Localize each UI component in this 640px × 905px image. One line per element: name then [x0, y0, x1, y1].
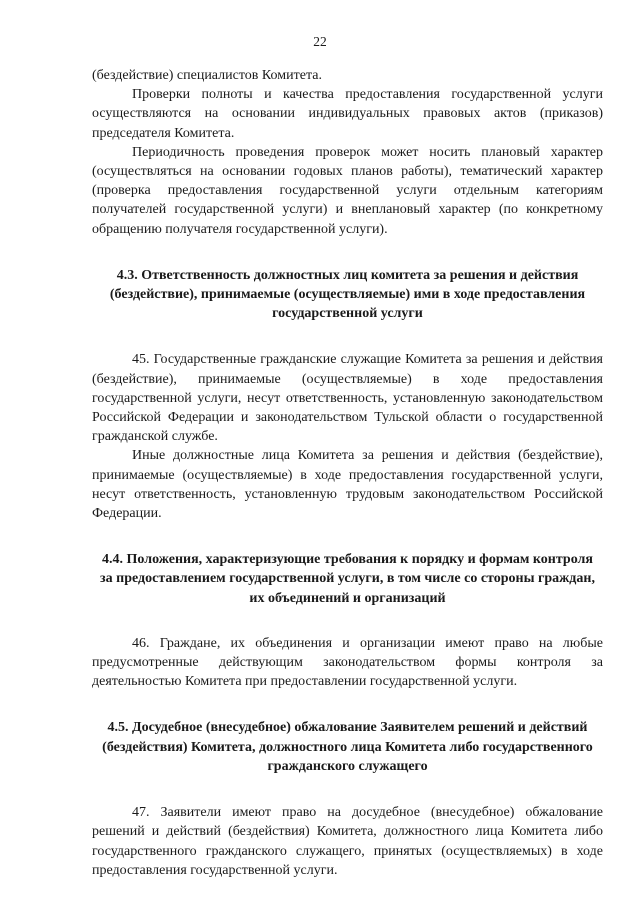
- paragraph: (бездействие) специалистов Комитета.: [92, 68, 322, 83]
- paragraph: 47. Заявители имеют право на досудебное (внесудебное) обжалование решений и действий (бездействия) Комитета, должностного лица Комитета либо государственного гражданского служащего, принятых (осуществляемых) в ходе предоставления государственной услуги.: [92, 805, 603, 878]
- section-heading-4-3: 4.3. Ответственность должностных лиц комитета за решения и действия (бездействие), принимаемые (осуществляемые) ими в ходе предоставления государственной услуги: [109, 267, 586, 322]
- section-heading-4-5: 4.5. Досудебное (внесудебное) обжалование Заявителем решений и действий (бездействия) Комитета, должностного лица Комитета либо государственного гражданского служащего: [102, 720, 593, 774]
- section-heading-4-4: 4.4. Положения, характеризующие требования к порядку и формам контроля за предоставлением государственной услуги, в том числе со стороны граждан, их объединений и организаций: [100, 552, 595, 606]
- paragraph: Проверки полноты и качества предоставления государственной услуги осуществляются на основании индивидуальных правовых актов (приказов) председателя Комитета.: [92, 87, 603, 141]
- paragraph: 46. Граждане, их объединения и организации имеют право на любые предусмотренные действующим законодательством формы контроля за деятельностью Комитета при предоставлении государственной услуги.: [92, 635, 603, 690]
- paragraph: Периодичность проведения проверок может носить плановый характер (осуществляться на основании годовых планов работы), тематический характер (проверка предоставления государственной услуги отдельным категориям получателей государственной услуги) и внеплановый характер (по конкретному обращению получателя государственной услуги).: [92, 144, 603, 237]
- page-content: [92, 66, 603, 880]
- paragraph: Иные должностные лица Комитета за решения и действия (бездействие), принимаемые (осуществляемые) в ходе предоставления государственной услуги, несут ответственность, установленную трудовым законодательством Российской Федерации.: [92, 448, 603, 522]
- paragraph: 45. Государственные гражданские служащие Комитета за решения и действия (бездействие), принимаемые (осуществляемые) в ходе предоставления государственной услуги, несут ответственность, установленную законодательством Российской Федерации и законодательством Тульской области о государственной гражданской службе.: [92, 352, 603, 445]
- page-number: 22: [313, 34, 327, 49]
